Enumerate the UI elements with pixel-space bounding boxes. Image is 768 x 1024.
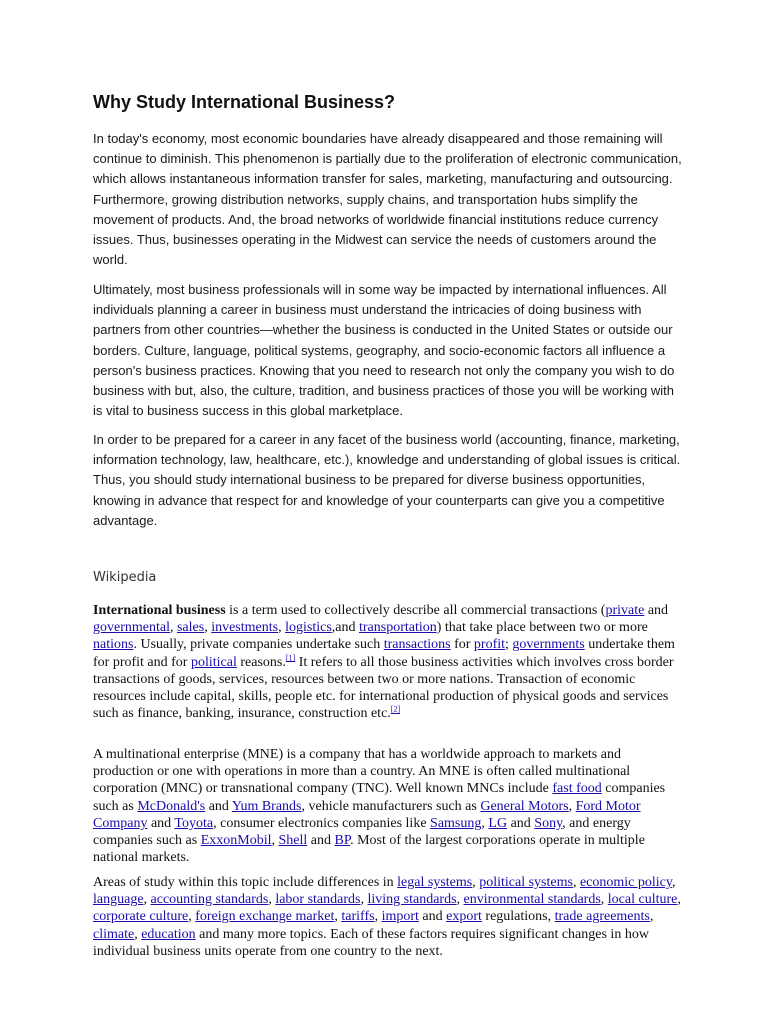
- text: companies such as: [93, 781, 666, 814]
- link-economic-policy[interactable]: economic policy: [579, 875, 672, 890]
- text: regulations,: [481, 909, 555, 925]
- text: A multinational enterprise (MNE) is a company that has a worldwide approach to markets and production or one with operations in more than a country. An MNE is often called multinational corporation (MNC) or transnational company (TNC). Well known MNCs include: [93, 747, 631, 797]
- text: ,: [649, 909, 654, 925]
- text: undertake them for profit and for: [93, 637, 675, 670]
- link-samsung[interactable]: Samsung: [430, 815, 482, 831]
- link-transactions[interactable]: transactions: [383, 637, 451, 653]
- link-export[interactable]: export: [446, 909, 482, 925]
- text: and many more topics. Each of these factors requires significant changes in how individual business units operate from one country to the next.: [93, 926, 649, 959]
- text: ,: [568, 798, 576, 814]
- text: for: [450, 637, 474, 653]
- text: ,: [671, 875, 676, 890]
- link-toyota[interactable]: Toyota: [174, 815, 214, 831]
- text: and: [307, 833, 335, 849]
- link-language[interactable]: language: [93, 892, 144, 908]
- link-trade-agreements[interactable]: trade agreements: [554, 909, 650, 925]
- text: ,: [360, 892, 368, 908]
- wikipedia-heading: Wikipedia: [93, 570, 157, 585]
- text: ,: [134, 926, 142, 942]
- link-mcdonalds[interactable]: McDonald's: [137, 798, 206, 814]
- text: and: [205, 798, 232, 814]
- text: ,: [278, 620, 286, 636]
- text: is a term used to collectively describe all commercial transactions (: [225, 603, 606, 618]
- text: ) that take place between two or more: [436, 620, 648, 636]
- intro-paragraph-2: Ultimately, most business professionals will in some way be impacted by international influences. All individuals planning a career in business must understand the intricacies of doing business with partners from other countries—whether the business is conducted in the United States or outside our borders. Culture, language, political systems, geography, and socio-economic factors all influence a person's business practices. Knowing that you need to research not only the company you wish to do business with but, also, the culture, tradition, and business practices of those you will be working with is vital to business success in this global marketplace.: [93, 282, 675, 419]
- text: ,and: [331, 620, 359, 636]
- text: ;: [505, 637, 513, 653]
- link-profit[interactable]: profit: [473, 637, 506, 653]
- text: ,: [472, 875, 480, 890]
- link-local-culture[interactable]: local culture: [607, 892, 678, 908]
- link-nations[interactable]: nations: [93, 637, 134, 653]
- text: ,: [271, 833, 279, 849]
- text: ,: [677, 892, 681, 908]
- link-political[interactable]: political: [190, 654, 237, 670]
- link-shell[interactable]: Shell: [278, 833, 308, 849]
- text: ,: [600, 892, 608, 908]
- link-sony[interactable]: Sony: [534, 815, 563, 831]
- text: and: [147, 815, 175, 831]
- link-lg[interactable]: LG: [488, 815, 508, 831]
- text: , consumer electronics companies like: [213, 815, 431, 831]
- link-legal-systems[interactable]: legal systems: [397, 875, 473, 890]
- text: ,: [188, 909, 196, 925]
- text: . Most of the largest corporations operate in multiple national markets.: [93, 833, 645, 866]
- text: ,: [572, 875, 580, 890]
- term-bold: International business: [93, 603, 226, 618]
- link-sales[interactable]: sales: [176, 620, 205, 636]
- link-fast-food[interactable]: fast food: [552, 781, 602, 797]
- text: ,: [481, 815, 489, 831]
- link-private[interactable]: private: [605, 603, 645, 618]
- wiki-paragraph-1: [93, 602, 683, 722]
- text: ,: [143, 892, 151, 908]
- wiki-paragraph-3: [93, 874, 683, 960]
- link-living-standards[interactable]: living standards: [367, 892, 457, 908]
- citation-1[interactable]: [1]: [285, 652, 296, 662]
- link-environmental-standards[interactable]: environmental standards: [463, 892, 601, 908]
- citation-2[interactable]: [2]: [390, 704, 401, 714]
- text: It refers to all those business activities which involves cross border transactions of goods, services, resources between two or more nations. Transaction of economic resources include capital, skills, people etc. for international production of physical goods and services such as finance, banking, insurance, construction etc.: [93, 654, 674, 722]
- link-investments[interactable]: investments: [211, 620, 279, 636]
- text: and: [418, 909, 447, 925]
- wiki-paragraph-2: [93, 746, 683, 866]
- link-accounting-standards[interactable]: accounting standards: [150, 892, 269, 908]
- link-ford-motor-company[interactable]: Ford Motor Company: [93, 798, 641, 831]
- link-governments[interactable]: governments: [512, 637, 585, 653]
- text: ,: [374, 909, 382, 925]
- text: and: [507, 815, 535, 831]
- intro-paragraph-1: In today's economy, most economic boundaries have already disappeared and those remaining will continue to diminish. This phenomenon is partially due to the proliferation of electronic communication, which allows instantaneous information transfer for sales, marketing, manufacturing and outsourcing. Furthermore, growing distribution networks, supply chains, and transportation hubs simplify the movement of products. And, the broad networks of worldwide financial institutions reduce currency issues. Thus, businesses operating in the Midwest can service the needs of customers around the world.: [93, 131, 682, 268]
- text: and: [644, 603, 669, 618]
- text: , vehicle manufacturers such as: [301, 798, 481, 814]
- link-transportation[interactable]: transportation: [358, 620, 437, 636]
- link-yum-brands[interactable]: Yum Brands: [231, 798, 302, 814]
- text: ,: [268, 892, 276, 908]
- link-foreign-exchange-market[interactable]: foreign exchange market: [195, 909, 335, 925]
- text: ,: [334, 909, 342, 925]
- text: . Usually, private companies undertake such: [133, 637, 384, 653]
- link-political-systems[interactable]: political systems: [479, 875, 573, 890]
- link-tariffs[interactable]: tariffs: [341, 909, 375, 925]
- text: Areas of study within this topic include differences in: [93, 875, 398, 890]
- intro-paragraph-3: In order to be prepared for a career in any facet of the business world (accounting, finance, marketing, information technology, law, healthcare, etc.), knowledge and understanding of global issues is critical. Thus, you should study international business to be prepared for diverse business opportunities, knowing in advance that respect for and knowledge of your counterparts can give you a competitive advantage.: [93, 432, 681, 528]
- link-import[interactable]: import: [381, 909, 419, 925]
- link-labor-standards[interactable]: labor standards: [275, 892, 361, 908]
- link-corporate-culture[interactable]: corporate culture: [93, 909, 189, 925]
- text: , and energy companies such as: [93, 815, 631, 849]
- link-general-motors[interactable]: General Motors: [480, 798, 569, 814]
- link-governmental[interactable]: governmental: [93, 620, 170, 636]
- text: ,: [456, 892, 464, 908]
- link-education[interactable]: education: [141, 926, 196, 942]
- link-bp[interactable]: BP: [334, 833, 351, 849]
- link-exxonmobil[interactable]: ExxonMobil: [200, 833, 272, 849]
- text: reasons.: [236, 654, 286, 670]
- page-title: Why Study International Business?: [93, 92, 396, 112]
- text: ,: [169, 620, 177, 636]
- link-climate[interactable]: climate: [93, 926, 135, 942]
- link-logistics[interactable]: logistics: [285, 620, 332, 636]
- text: ,: [204, 620, 212, 636]
